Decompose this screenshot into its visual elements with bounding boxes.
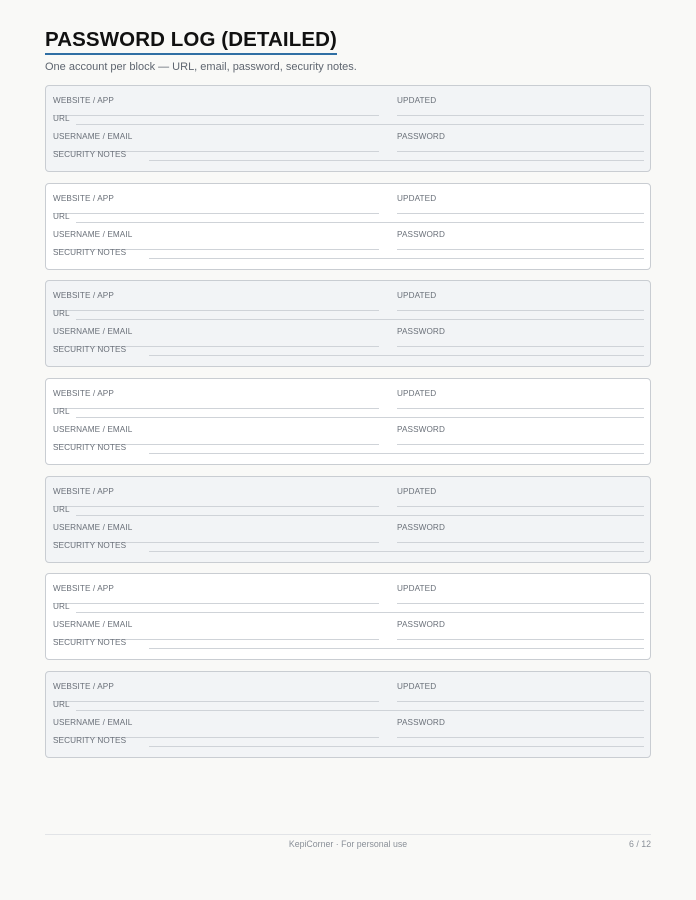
website-app-label: WEBSITE / APP	[53, 291, 114, 301]
website-app-writing-line[interactable]	[53, 213, 379, 214]
account-block	[45, 85, 651, 172]
password-label: PASSWORD	[397, 718, 445, 728]
password-writing-line[interactable]	[397, 737, 644, 738]
username-email-label: USERNAME / EMAIL	[53, 425, 133, 435]
url-label: URL	[53, 504, 70, 514]
url-writing-line[interactable]	[76, 710, 644, 711]
website-app-writing-line[interactable]	[53, 603, 379, 604]
updated-label: UPDATED	[397, 584, 437, 594]
header	[45, 28, 357, 73]
username-email-label: USERNAME / EMAIL	[53, 229, 133, 239]
security-notes-writing-line[interactable]	[149, 258, 644, 259]
password-label: PASSWORD	[397, 327, 445, 337]
updated-label: UPDATED	[397, 193, 437, 203]
security-notes-label: SECURITY NOTES	[53, 736, 127, 746]
updated-writing-line[interactable]	[397, 408, 644, 409]
website-app-writing-line[interactable]	[53, 310, 379, 311]
page-number: 6 / 12	[628, 839, 651, 849]
url-label: URL	[53, 211, 70, 221]
security-notes-label: SECURITY NOTES	[53, 150, 127, 159]
website-app-label: WEBSITE / APP	[53, 389, 114, 399]
page-title: PASSWORD LOG (DETAILED)	[45, 28, 337, 55]
updated-writing-line[interactable]	[397, 213, 644, 214]
website-app-writing-line[interactable]	[53, 408, 379, 409]
security-notes-writing-line[interactable]	[149, 551, 644, 552]
security-notes-label: SECURITY NOTES	[53, 638, 127, 648]
username-email-label: USERNAME / EMAIL	[53, 620, 133, 630]
password-label: PASSWORD	[397, 132, 445, 141]
security-notes-label: SECURITY NOTES	[53, 443, 127, 453]
password-blocks	[45, 85, 651, 769]
url-writing-line[interactable]	[76, 612, 644, 613]
updated-writing-line[interactable]	[397, 115, 644, 116]
password-writing-line[interactable]	[397, 542, 644, 543]
updated-label: UPDATED	[397, 486, 437, 496]
password-label: PASSWORD	[397, 620, 445, 630]
account-block	[45, 476, 651, 563]
updated-label: UPDATED	[397, 96, 437, 105]
updated-writing-line[interactable]	[397, 506, 644, 507]
username-email-label: USERNAME / EMAIL	[53, 327, 133, 337]
account-block	[45, 183, 651, 270]
website-app-writing-line[interactable]	[53, 701, 379, 702]
security-notes-label: SECURITY NOTES	[53, 345, 127, 355]
username-email-label: USERNAME / EMAIL	[53, 522, 133, 532]
account-block	[45, 573, 651, 660]
url-label: URL	[53, 700, 70, 710]
website-app-label: WEBSITE / APP	[53, 96, 114, 105]
username-email-label: USERNAME / EMAIL	[53, 718, 133, 728]
password-label: PASSWORD	[397, 425, 445, 435]
security-notes-label: SECURITY NOTES	[53, 540, 127, 550]
url-writing-line[interactable]	[76, 417, 644, 418]
url-writing-line[interactable]	[76, 319, 644, 320]
account-block	[45, 280, 651, 367]
security-notes-writing-line[interactable]	[149, 453, 644, 454]
password-label: PASSWORD	[397, 522, 445, 532]
url-label: URL	[53, 114, 70, 123]
website-app-label: WEBSITE / APP	[53, 682, 114, 692]
password-writing-line[interactable]	[397, 639, 644, 640]
website-app-label: WEBSITE / APP	[53, 486, 114, 496]
security-notes-writing-line[interactable]	[149, 648, 644, 649]
website-app-label: WEBSITE / APP	[53, 584, 114, 594]
password-label: PASSWORD	[397, 229, 445, 239]
updated-label: UPDATED	[397, 291, 437, 301]
updated-writing-line[interactable]	[397, 603, 644, 604]
security-notes-writing-line[interactable]	[149, 746, 644, 747]
updated-label: UPDATED	[397, 389, 437, 399]
password-writing-line[interactable]	[397, 346, 644, 347]
account-block	[45, 671, 651, 758]
updated-label: UPDATED	[397, 682, 437, 692]
password-writing-line[interactable]	[397, 249, 644, 250]
website-app-writing-line[interactable]	[53, 115, 379, 116]
page-subtitle: One account per block — URL, email, password, security notes.	[45, 61, 357, 73]
password-writing-line[interactable]	[397, 151, 644, 152]
account-block	[45, 378, 651, 465]
username-email-label: USERNAME / EMAIL	[53, 132, 133, 141]
password-writing-line[interactable]	[397, 444, 644, 445]
security-notes-writing-line[interactable]	[149, 160, 644, 161]
updated-writing-line[interactable]	[397, 701, 644, 702]
url-writing-line[interactable]	[76, 515, 644, 516]
website-app-writing-line[interactable]	[53, 506, 379, 507]
footer-text: KepiCorner · For personal use	[288, 839, 408, 849]
updated-writing-line[interactable]	[397, 310, 644, 311]
url-writing-line[interactable]	[76, 222, 644, 223]
url-label: URL	[53, 309, 70, 319]
footer-divider	[45, 834, 651, 835]
security-notes-writing-line[interactable]	[149, 355, 644, 356]
url-writing-line[interactable]	[76, 124, 644, 125]
security-notes-label: SECURITY NOTES	[53, 247, 127, 257]
url-label: URL	[53, 602, 70, 612]
url-label: URL	[53, 407, 70, 417]
website-app-label: WEBSITE / APP	[53, 193, 114, 203]
